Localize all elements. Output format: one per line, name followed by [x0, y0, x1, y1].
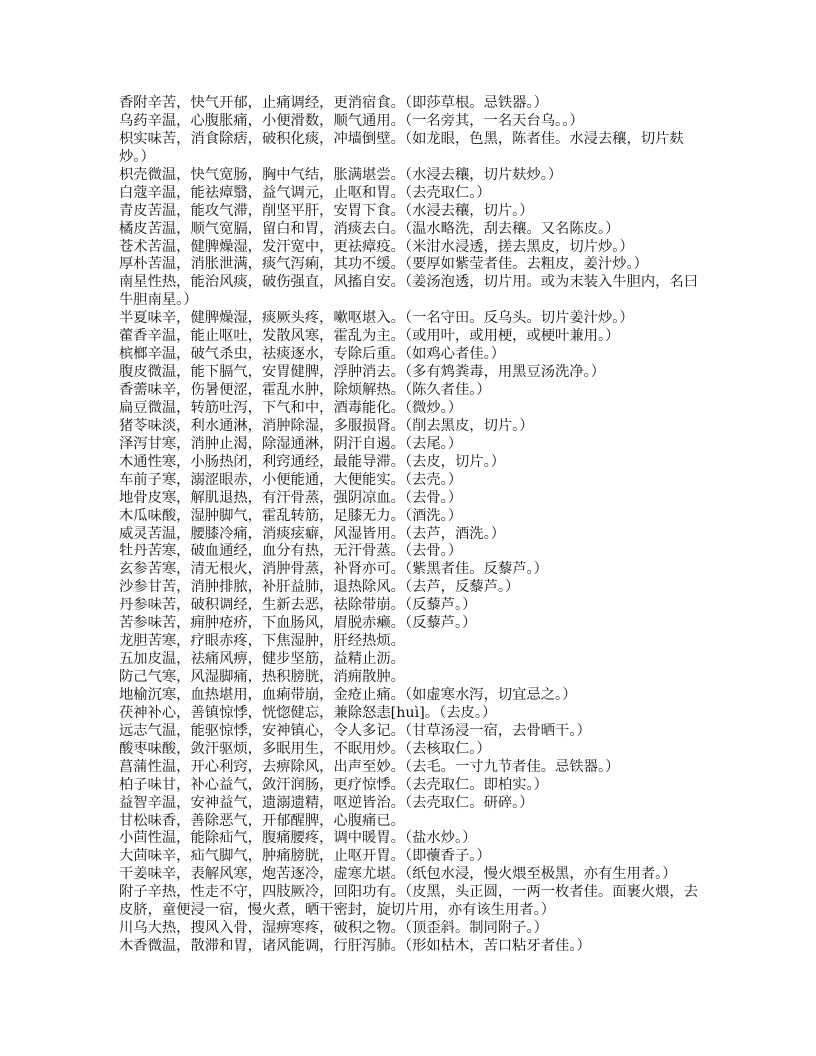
herb-entry: 白蔻辛温，能祛瘴翳，益气调元，止呕和胃。（去壳取仁。） [119, 184, 491, 201]
herb-entry: 丹参味苦，破积调经，生新去恶，祛除带崩。（反藜芦。） [119, 597, 477, 614]
herb-entry: 枳壳微温，快气宽肠，胸中气结，胀满堪尝。（水浸去穰，切片麸炒。） [119, 166, 563, 183]
herb-entry: 甘松味香，善除恶气，开郁醒脾，心腹痛已。 [119, 812, 405, 829]
document-body [119, 95, 709, 956]
herb-entry: 益智辛温，安神益气，遗溺遗精，呕逆皆治。（去壳取仁。研碎。） [119, 794, 534, 811]
herb-entry: 香附辛苦，快气开郁，止痛调经，更消宿食。（即莎草根。忌铁器。） [119, 95, 548, 111]
herb-entry: 龙胆苦寒，疗眼赤疼，下焦湿肿，肝经热烦。 [119, 633, 405, 650]
herb-entry: 苦参味苦，痈肿疮疥，下血肠风，眉脱赤癞。（反藜芦。） [119, 615, 477, 632]
herb-entry: 牡丹苦寒，破血通经，血分有热，无汗骨蒸。（去骨。） [119, 543, 463, 560]
herb-entry: 茯神补心，善镇惊悸，恍惚健忘，兼除怒恚[huì]。（去皮。） [119, 704, 497, 721]
herb-entry: 远志气温，能驱惊悸，安神镇心，令人多记。（甘草汤浸一宿，去骨晒干。） [119, 722, 591, 739]
herb-entry: 威灵苦温，腰膝冷痛，消痰痃癖，风湿皆用。（去芦，酒洗。） [119, 525, 506, 542]
herb-entry: 车前子寒，溺涩眼赤，小便能通，大便能实。（去壳。） [119, 471, 463, 488]
herb-entry: 地榆沉寒，血热堪用，血痢带崩，金疮止痛。（如虚寒水泻，切宜忌之。） [119, 686, 577, 703]
herb-entry: 附子辛热，性走不守，四肢厥冷，回阳功有。（皮黑，头正圆，一两一枚者佳。面裹火煨，去皮脐，童便浸一宿，慢火煮，晒干密封，旋切片用，亦有该生用者。） [119, 884, 699, 919]
herb-entry: 枳实味苦，消食除痞，破积化痰，冲墙倒壁。（如龙眼，色黑，陈者佳。水浸去穰，切片麸炒。） [119, 130, 684, 165]
herb-entry: 干姜味辛，表解风寒，炮苦逐冷，虚寒尤堪。（纸包水浸，慢火煨至极黑，亦有生用者。） [119, 866, 677, 883]
herb-entry: 柏子味甘，补心益气，敛汗润肠，更疗惊悸。（去壳取仁。即柏实。） [119, 776, 548, 793]
herb-entry: 青皮苦温，能攻气滞，削坚平肝，安胃下食。（水浸去穰，切片。） [119, 202, 534, 219]
herb-entry: 橘皮苦温，顺气宽膈，留白和胃，消痰去白。（温水略洗，刮去穰。又名陈皮。） [119, 220, 620, 237]
herb-entry: 五加皮温，祛痛风痹，健步坚筋，益精止沥。 [119, 651, 405, 668]
herb-entry: 地骨皮寒，解肌退热，有汗骨蒸，强阴凉血。（去骨。） [119, 489, 463, 506]
herb-entry: 腹皮微温，能下膈气，安胃健脾，浮肿消去。（多有鸩粪毒，用黑豆汤洗净。） [119, 364, 606, 381]
herb-entry: 乌药辛温，心腹胀痛，小便滑数，顺气通用。（一名旁其，一名天台乌。。） [119, 112, 584, 129]
herb-entry: 小茴性温，能除疝气，腹痛腰疼，调中暖胃。（盐水炒。） [119, 830, 477, 847]
herb-entry: 大茴味辛，疝气脚气，肿痛膀胱，止呕开胃。（即蘹香子。） [119, 848, 491, 865]
herb-entry: 槟榔辛温，破气杀虫，祛痰逐水，专除后重。（如鸡心者佳。） [119, 346, 506, 363]
herb-entry: 泽泻甘寒，消肿止渴，除湿通淋，阴汗自遏。（去尾。） [119, 435, 463, 452]
herb-entry: 香薷味辛，伤暑便涩，霍乱水肿，除烦解热。（陈久者佳。） [119, 382, 491, 398]
herb-entry: 川乌大热，搜风入骨，湿痹寒疼，破积之物。（顶歪斜。制同附子。） [119, 920, 548, 937]
herb-entry: 酸枣味酸，敛汗驱烦，多眠用生，不眠用炒。（去核取仁。） [119, 740, 491, 757]
herb-entry: 菖蒲性温，开心利窍，去痹除风，出声至妙。（去毛。一寸九节者佳。忌铁器。） [119, 758, 620, 775]
herb-entry: 防己气寒，风湿脚痛，热积膀胱，消痈散肿。 [119, 669, 405, 685]
herb-entry: 扁豆微温，转筋吐泻，下气和中，酒毒能化。（微炒。） [119, 399, 463, 416]
herb-entry: 苍术苦温，健脾燥湿，发汗宽中，更祛瘴疫。（米泔水浸透，搓去黑皮，切片炒。） [119, 238, 634, 255]
herb-entry: 半夏味辛，健脾燥湿，痰厥头疼，嗽呕堪入。（一名守田。反乌头。切片姜汁炒。） [119, 310, 634, 327]
herb-entry: 玄参苦寒，清无根火，消肿骨蒸，补肾亦可。（紫黑者佳。反藜芦。） [119, 561, 548, 578]
herb-entry: 南星性热，能治风痰，破伤强直，风搐自安。（姜汤泡透，切片用。或为末装入牛胆内，名曰牛胆南星。） [119, 274, 699, 309]
herb-entry: 藿香辛温，能止呕吐，发散风寒，霍乱为主。（或用叶，或用梗，或梗叶兼用。） [119, 328, 620, 345]
herb-entry: 木瓜味酸，湿肿脚气，霍乱转筋，足膝无力。（酒洗。） [119, 507, 463, 524]
herb-entry: 厚朴苦温，消胀泄满，痰气泻痢，其功不缓。（要厚如紫莹者佳。去粗皮，姜汁炒。） [119, 256, 648, 273]
herb-entry: 沙参甘苦，消肿排脓，补肝益肺，退热除风。（去芦，反藜芦。） [119, 579, 520, 596]
herb-entry: 木通性寒，小肠热闭，利窍通经，最能导滞。（去皮，切片。） [119, 453, 506, 470]
herb-entry: 猪苓味淡，利水通淋，消肿除湿，多服损肾。（削去黑皮，切片。） [119, 417, 534, 434]
herb-entry: 木香微温，散滞和胃，诸风能调，行肝泻肺。（形如枯木，苦口粘牙者佳。） [119, 938, 591, 955]
